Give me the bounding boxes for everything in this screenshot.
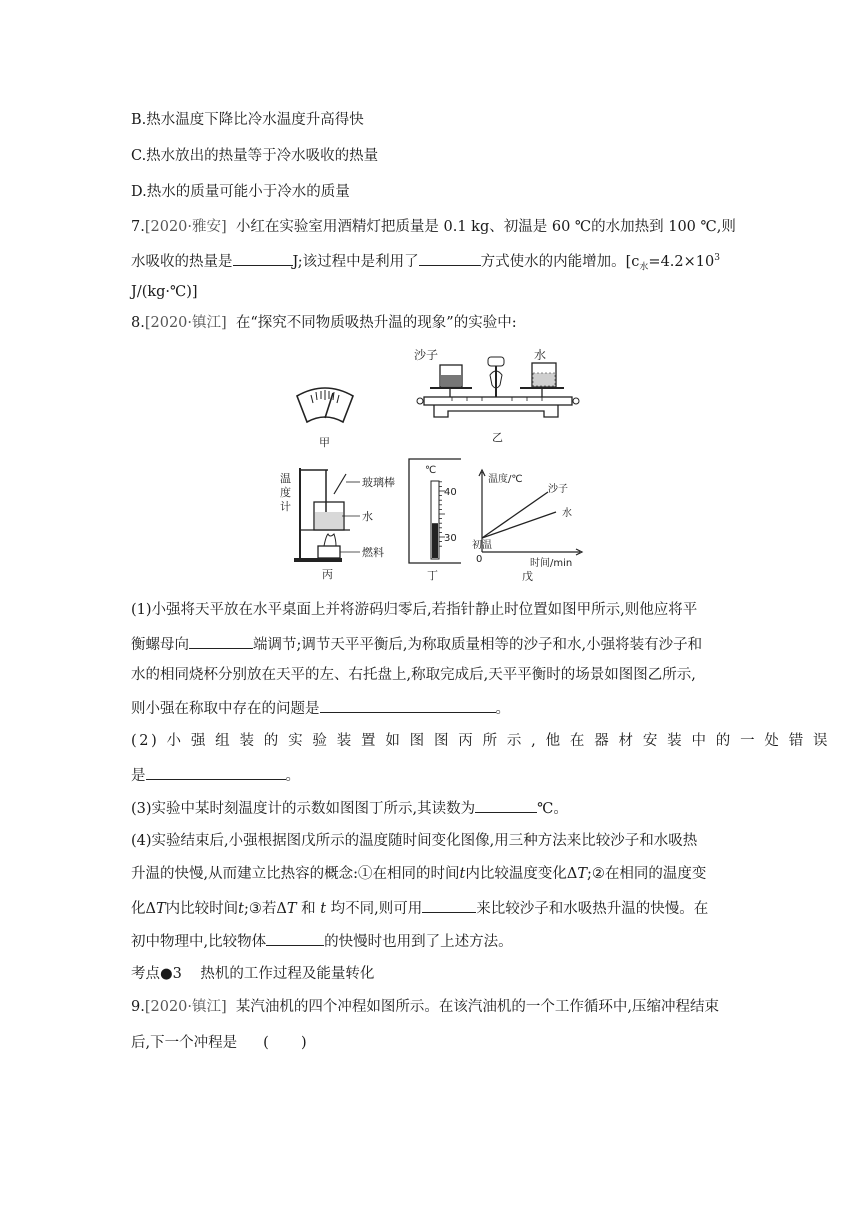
figure-yi-water-label: 水 — [534, 348, 547, 362]
q7-text-1: 小红在实验室用酒精灯把质量是 0.1 kg、初温是 60 ℃的水加热到 100 ℃,则 — [235, 219, 736, 235]
stand-label-2: 度 — [280, 486, 291, 499]
figure-yi-label: 乙 — [492, 431, 503, 444]
q8-p4-text-3c: ;③若Δ — [243, 901, 287, 917]
q8-p1-text-4a: 则小强在称取中存在的问题是 — [131, 701, 320, 717]
q8-p4-line3 — [131, 897, 708, 919]
q8-p4-blank-2[interactable] — [266, 930, 324, 946]
q8-p4-blank-1[interactable] — [422, 897, 476, 913]
water-line — [482, 512, 556, 538]
option-b: B.热水温度下降比冷水温度升高得快 — [131, 112, 364, 128]
q8-p4-text-3f: 来比较沙子和水吸热升温的快慢。在 — [476, 901, 709, 917]
q8-p2-text-2a: 是 — [131, 768, 146, 784]
q7-line2 — [131, 248, 720, 278]
figure-ding-thermometer — [405, 455, 465, 582]
q8-p4-line4 — [131, 930, 513, 952]
q8-p1-line2 — [131, 633, 702, 655]
q7-answer-blank-2[interactable] — [419, 250, 481, 266]
figure-bing-label: 丙 — [322, 568, 333, 581]
thermometer-unit: ℃ — [425, 465, 437, 476]
q8-p3-blank[interactable] — [475, 797, 537, 813]
stand-label-3: 计 — [280, 500, 291, 513]
section-label: 考点●3 — [131, 966, 182, 982]
q7-text-2d: =4.2×10 — [648, 253, 715, 270]
graph-init-label: 初温 — [472, 540, 492, 551]
option-c: C.热水放出的热量等于冷水吸收的热量 — [131, 148, 379, 164]
q8-p1-blank-1[interactable] — [189, 633, 253, 649]
q7-superscript: 3 — [714, 253, 720, 263]
graph-x-label: 时间/min — [530, 558, 573, 569]
q7-answer-blank-1[interactable] — [233, 250, 293, 266]
q7-text-2b: J;该过程中是利用了 — [292, 253, 419, 270]
q8-p1-text-2a: 衡螺母向 — [131, 637, 189, 653]
graph-y-label: 温度/℃ — [488, 474, 523, 485]
q7-line1 — [131, 217, 736, 237]
q8-p3-line — [131, 797, 568, 819]
q8-p1-blank-2[interactable] — [320, 697, 496, 713]
thermometer-liquid — [432, 523, 438, 558]
q8-p3-text-b: ℃。 — [537, 801, 568, 817]
q8-p1-line1: (1)小强将天平放在水平桌面上并将游码归零后,若指针静止时位置如图甲所示,则他应将平 — [131, 602, 698, 618]
option-d: D.热水的质量可能小于冷水的质量 — [131, 184, 350, 200]
q8-p1-text-2b: 端调节;调节天平平衡后,为称取质量相等的沙子和水,小强将装有沙子和 — [253, 637, 703, 653]
q8-p4-text-3a: 化Δ — [131, 901, 156, 917]
q7-text-2a: 水吸收的热量是 — [131, 253, 233, 270]
figure-jia-pointer-scale — [285, 378, 365, 450]
q8-p2-text-2b: 。 — [285, 768, 300, 784]
section-title: 热机的工作过程及能量转化 — [200, 966, 375, 982]
sand-line — [482, 492, 548, 538]
glass-rod-label: 玻璃棒 — [362, 476, 395, 489]
q8-p4-text-2c: ;②在相同的温度变 — [586, 866, 707, 882]
q8-p4-line2 — [131, 864, 706, 884]
figure-ding-label: 丁 — [427, 569, 438, 582]
q8-p4-line1: (4)实验结束后,小强根据图戊所示的温度随时间变化图像,用三种方法来比较沙子和水吸热 — [131, 833, 698, 849]
q8-p4-var-t2: t — [238, 901, 244, 917]
figure-yi-sand-label: 沙子 — [414, 348, 439, 362]
figure-jia-label: 甲 — [319, 436, 330, 449]
q8-p1-text-4b: 。 — [495, 701, 510, 717]
q9-line2 — [131, 1033, 307, 1053]
q8-p2-line1: (2) 小 强 组 装 的 实 验 装 置 如 图 图 丙 所 示 , 他 在 器 材 安 装 中 的 一 处 错 误 — [131, 733, 831, 749]
q8-p4-var-t1: t — [459, 866, 466, 882]
q8-intro: 在“探究不同物质吸热升温的现象”的实验中: — [235, 315, 517, 331]
q8-p2-blank[interactable] — [146, 764, 286, 780]
q8-p4-var-T3: T — [286, 901, 297, 917]
tick-40: 40 — [444, 487, 457, 498]
figure-bing-apparatus — [280, 460, 400, 582]
figure-wu-label: 戊 — [522, 570, 533, 582]
stand-label-1: 温 — [280, 472, 291, 485]
q7-subscript: 水 — [639, 262, 649, 273]
section-heading — [131, 964, 374, 984]
tick-30: 30 — [444, 533, 457, 544]
q8-p1-line3: 水的相同烧杯分别放在天平的左、右托盘上,称取完成后,天平平衡时的场景如图图乙所示, — [131, 667, 696, 683]
q8-number: 8. — [131, 315, 145, 331]
q8-p4-text-2b: 内比较温度变化Δ — [465, 866, 578, 882]
q9-text-2: 后,下一个冲程是 — [131, 1035, 238, 1051]
q8-p4-text-3b: 内比较时间 — [165, 901, 239, 917]
fuel-label: 燃料 — [362, 546, 384, 559]
q8-p1-line4 — [131, 697, 510, 719]
graph-water-label: 水 — [562, 508, 572, 519]
beaker-water-label: 水 — [362, 510, 373, 523]
q8-p4-text-2a: 升温的快慢,从而建立比热容的概念:①在相同的时间 — [131, 866, 460, 882]
q9-source-tag: [2020·镇江] — [144, 999, 227, 1015]
q9-line1 — [131, 997, 719, 1017]
q9-number: 9. — [131, 999, 145, 1015]
q7-text-2c: 方式使水的内能增加。[c — [480, 253, 640, 270]
q8-intro-line — [131, 313, 517, 333]
q7-source-tag: [2020·雅安] — [144, 219, 227, 235]
q8-p4-text-4a: 初中物理中,比较物体 — [131, 934, 267, 950]
q7-number: 7. — [131, 219, 145, 235]
q9-answer-paren[interactable]: ( ) — [263, 1035, 307, 1051]
graph-sand-label: 沙子 — [548, 484, 568, 495]
q9-text-1: 某汽油机的四个冲程如图所示。在该汽油机的一个工作循环中,压缩冲程结束 — [235, 999, 719, 1015]
q8-p3-text-a: (3)实验中某时刻温度计的示数如图图丁所示,其读数为 — [131, 801, 476, 817]
graph-origin: 0 — [476, 554, 483, 565]
q7-line3: J/(kg·℃)] — [131, 284, 198, 300]
q8-p4-text-3d: 和 — [301, 901, 316, 917]
q8-p4-text-3e: 均不同,则可用 — [330, 901, 423, 917]
q8-p2-line2 — [131, 764, 300, 786]
q8-p4-var-T1: T — [577, 866, 587, 882]
q8-p4-text-4b: 的快慢时也用到了上述方法。 — [324, 934, 513, 950]
figure-yi-balance — [412, 345, 587, 453]
q8-p4-var-t3: t — [320, 901, 327, 917]
q8-source-tag: [2020·镇江] — [144, 315, 227, 331]
figure-wu-graph — [472, 468, 587, 582]
q8-p4-var-T2: T — [155, 901, 166, 917]
